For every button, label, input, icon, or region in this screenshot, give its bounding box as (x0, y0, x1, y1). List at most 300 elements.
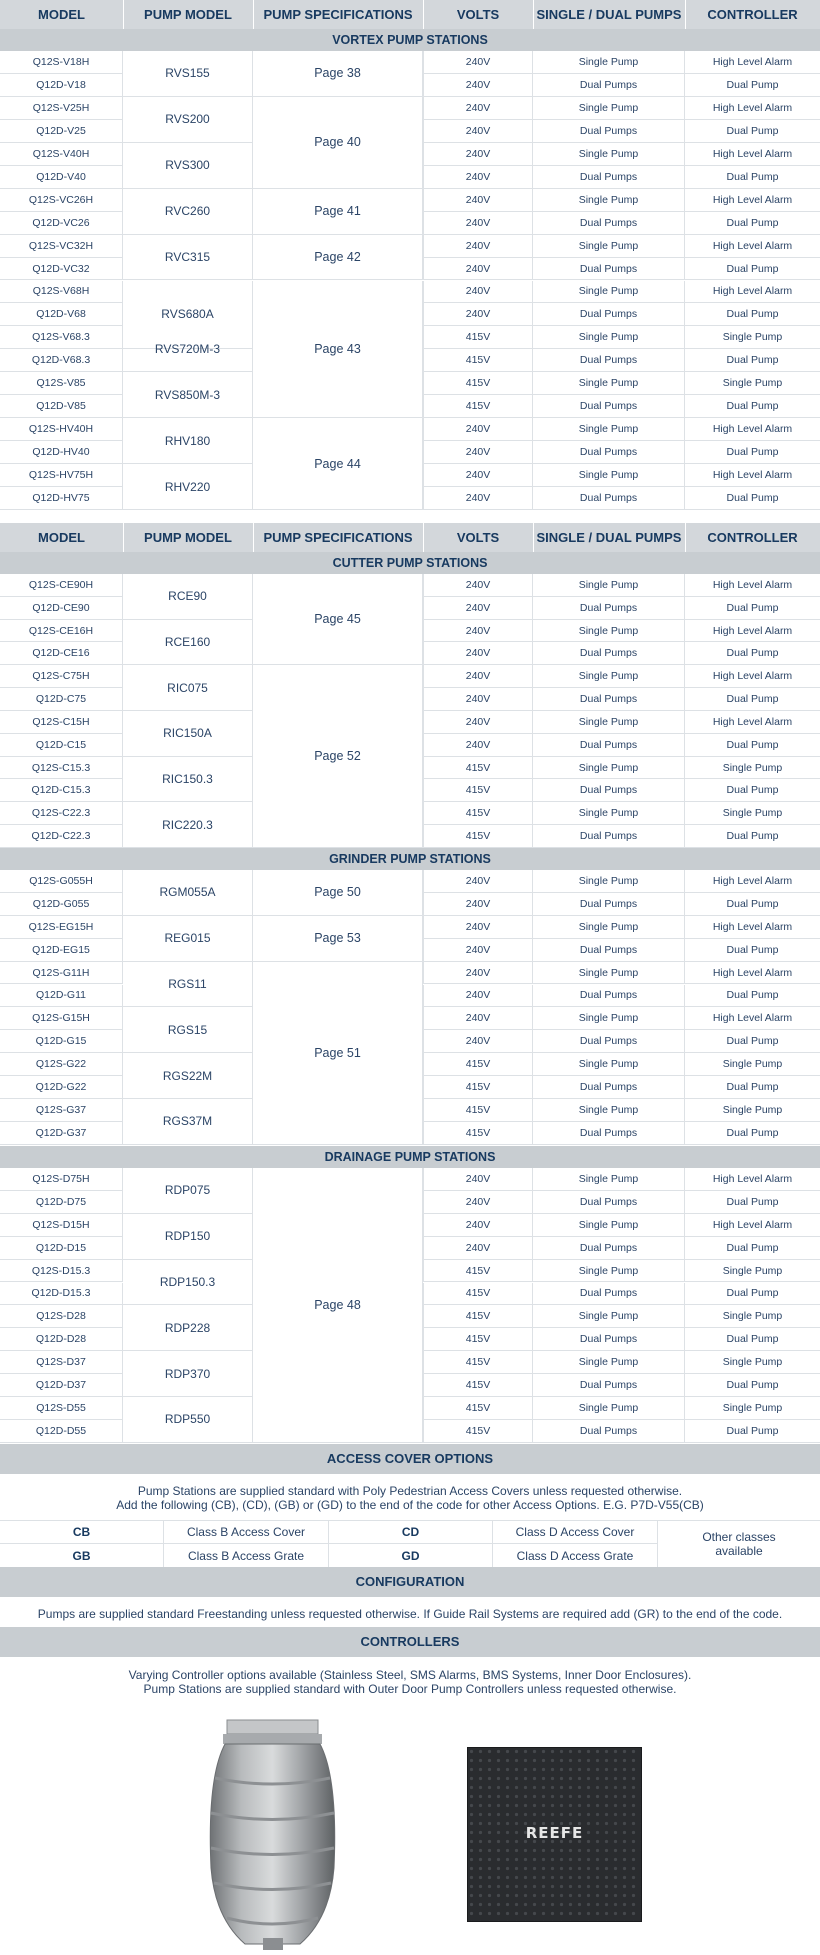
controller-cell: High Level Alarm (685, 870, 820, 893)
volts-cell: 240V (423, 120, 533, 143)
volts-cell: 240V (423, 189, 533, 212)
model-cell: Q12S-V68H (0, 281, 123, 304)
pump-model-cell: RVS720M-3 (123, 326, 253, 372)
volts-cell: 240V (423, 870, 533, 893)
single-dual-cell: Dual Pumps (533, 985, 685, 1008)
controller-cell: Dual Pump (685, 597, 820, 620)
controller-cell: High Level Alarm (685, 281, 820, 304)
model-cell: Q12S-C15H (0, 711, 123, 734)
model-cell: Q12S-VC26H (0, 189, 123, 212)
single-dual-cell: Single Pump (533, 1397, 685, 1420)
header-model: MODEL (38, 7, 85, 22)
volts-cell: 415V (423, 825, 533, 848)
model-cell: Q12D-V40 (0, 166, 123, 189)
configuration-title: CONFIGURATION (0, 1567, 820, 1597)
single-dual-cell: Dual Pumps (533, 303, 685, 326)
volts-cell: 240V (423, 235, 533, 258)
volts-cell: 240V (423, 258, 533, 281)
pump-spec-page-cell: Page 50 (253, 870, 423, 916)
volts-cell: 240V (423, 1237, 533, 1260)
controller-cell: High Level Alarm (685, 962, 820, 985)
model-cell: Q12S-G11H (0, 962, 123, 985)
model-cell: Q12S-D55 (0, 1397, 123, 1420)
single-dual-cell: Dual Pumps (533, 1122, 685, 1145)
pump-model-cell: RCE160 (123, 620, 253, 666)
header-pump-model: PUMP MODEL (144, 530, 232, 545)
volts-cell: 415V (423, 1260, 533, 1283)
header-model: MODEL (38, 530, 85, 545)
section-title-cutter: CUTTER PUMP STATIONS (0, 552, 820, 574)
single-dual-cell: Single Pump (533, 372, 685, 395)
pump-spec-page-cell: Page 38 (253, 51, 423, 97)
volts-cell: 240V (423, 143, 533, 166)
model-cell: Q12D-VC26 (0, 212, 123, 235)
pump-spec-page-cell: Page 53 (253, 916, 423, 962)
volts-cell: 240V (423, 642, 533, 665)
pump-model-cell: RIC150.3 (123, 757, 253, 803)
model-cell: Q12D-C75 (0, 688, 123, 711)
pump-model-cell: RIC220.3 (123, 802, 253, 848)
volts-cell: 415V (423, 1420, 533, 1443)
pump-spec-page-cell: Page 41 (253, 189, 423, 235)
controller-cell: Single Pump (685, 802, 820, 825)
controller-cell: High Level Alarm (685, 464, 820, 487)
pump-model-cell: RVC315 (123, 235, 253, 281)
pump-model-cell: RGS37M (123, 1099, 253, 1145)
volts-cell: 240V (423, 574, 533, 597)
single-dual-cell: Single Pump (533, 418, 685, 441)
controller-cell: High Level Alarm (685, 143, 820, 166)
volts-cell: 240V (423, 916, 533, 939)
model-cell: Q12D-EG15 (0, 939, 123, 962)
single-dual-cell: Dual Pumps (533, 441, 685, 464)
controller-cell: Dual Pump (685, 1122, 820, 1145)
model-cell: Q12D-D75 (0, 1191, 123, 1214)
volts-cell: 240V (423, 597, 533, 620)
model-cell: Q12S-G055H (0, 870, 123, 893)
controller-cell: Dual Pump (685, 349, 820, 372)
header-pump-model: PUMP MODEL (144, 7, 232, 22)
model-cell: Q12D-C15.3 (0, 779, 123, 802)
single-dual-cell: Dual Pumps (533, 779, 685, 802)
model-cell: Q12S-V25H (0, 97, 123, 120)
access-code-cb: CB (72, 1525, 91, 1539)
single-dual-cell: Dual Pumps (533, 688, 685, 711)
controller-cell: High Level Alarm (685, 711, 820, 734)
volts-cell: 240V (423, 303, 533, 326)
volts-cell: 415V (423, 349, 533, 372)
model-cell: Q12S-EG15H (0, 916, 123, 939)
single-dual-cell: Single Pump (533, 51, 685, 74)
volts-cell: 415V (423, 1099, 533, 1122)
model-cell: Q12S-V85 (0, 372, 123, 395)
volts-cell: 240V (423, 893, 533, 916)
model-cell: Q12D-V68.3 (0, 349, 123, 372)
model-cell: Q12S-G37 (0, 1099, 123, 1122)
model-cell: Q12D-C22.3 (0, 825, 123, 848)
controller-cell: Dual Pump (685, 893, 820, 916)
single-dual-cell: Dual Pumps (533, 1283, 685, 1306)
model-cell: Q12D-D28 (0, 1328, 123, 1351)
volts-cell: 240V (423, 281, 533, 304)
model-cell: Q12D-C15 (0, 734, 123, 757)
model-cell: Q12D-V18 (0, 74, 123, 97)
controller-cell: Dual Pump (685, 734, 820, 757)
single-dual-cell: Dual Pumps (533, 349, 685, 372)
single-dual-cell: Single Pump (533, 97, 685, 120)
volts-cell: 240V (423, 620, 533, 643)
model-cell: Q12S-C75H (0, 665, 123, 688)
single-dual-cell: Dual Pumps (533, 166, 685, 189)
pump-spec-page-cell: Page 40 (253, 97, 423, 189)
pump-model-cell: RVS850M-3 (123, 372, 253, 418)
volts-cell: 240V (423, 1214, 533, 1237)
single-dual-cell: Single Pump (533, 189, 685, 212)
single-dual-cell: Single Pump (533, 1305, 685, 1328)
single-dual-cell: Single Pump (533, 802, 685, 825)
controller-cell: Single Pump (685, 326, 820, 349)
pump-model-cell: RGM055A (123, 870, 253, 916)
single-dual-cell: Dual Pumps (533, 1237, 685, 1260)
volts-cell: 415V (423, 1351, 533, 1374)
model-cell: Q12S-HV40H (0, 418, 123, 441)
volts-cell: 240V (423, 418, 533, 441)
controller-cell: High Level Alarm (685, 1007, 820, 1030)
pump-spec-page-cell: Page 42 (253, 235, 423, 281)
controllers-line1: Varying Controller options available (Stainless Steel, SMS Alarms, BMS Systems, Inner Door Enclosures). (128, 1668, 692, 1682)
volts-cell: 415V (423, 1122, 533, 1145)
controller-cell: Dual Pump (685, 688, 820, 711)
volts-cell: 240V (423, 166, 533, 189)
controller-cell: High Level Alarm (685, 916, 820, 939)
controller-cell: Single Pump (685, 1397, 820, 1420)
volts-cell: 240V (423, 51, 533, 74)
volts-cell: 240V (423, 464, 533, 487)
single-dual-cell: Single Pump (533, 757, 685, 780)
access-cover-title: ACCESS COVER OPTIONS (0, 1444, 820, 1474)
model-cell: Q12S-CE16H (0, 620, 123, 643)
model-cell: Q12D-V85 (0, 395, 123, 418)
model-cell: Q12S-D75H (0, 1168, 123, 1191)
single-dual-cell: Dual Pumps (533, 212, 685, 235)
controller-cell: Single Pump (685, 1099, 820, 1122)
model-cell: Q12S-D28 (0, 1305, 123, 1328)
controller-cell: High Level Alarm (685, 574, 820, 597)
header-single-dual: SINGLE / DUAL PUMPS (536, 7, 682, 22)
controller-cell: High Level Alarm (685, 665, 820, 688)
header-controller: CONTROLLER (707, 7, 798, 22)
volts-cell: 415V (423, 779, 533, 802)
access-cover-line1: Pump Stations are supplied standard with Poly Pedestrian Access Covers unless requested otherwise. (137, 1484, 683, 1498)
single-dual-cell: Dual Pumps (533, 1420, 685, 1443)
controller-cell: Dual Pump (685, 985, 820, 1008)
model-cell: Q12D-V68 (0, 303, 123, 326)
single-dual-cell: Single Pump (533, 1053, 685, 1076)
cover-logo: REEFE (525, 1824, 584, 1842)
model-cell: Q12S-V68.3 (0, 326, 123, 349)
model-cell: Q12D-VC32 (0, 258, 123, 281)
pump-model-cell: RHV180 (123, 418, 253, 464)
single-dual-cell: Single Pump (533, 620, 685, 643)
pump-model-cell: RIC150A (123, 711, 253, 757)
pump-model-cell: RGS15 (123, 1007, 253, 1053)
access-options-grid (0, 1520, 820, 1568)
pump-model-cell: RVS200 (123, 97, 253, 143)
controller-cell: Dual Pump (685, 441, 820, 464)
pump-model-cell: RDP150 (123, 1214, 253, 1260)
model-cell: Q12S-C22.3 (0, 802, 123, 825)
volts-cell: 240V (423, 985, 533, 1008)
controller-cell: Dual Pump (685, 120, 820, 143)
header-pump-specifications: PUMP SPECIFICATIONS (263, 7, 413, 22)
single-dual-cell: Dual Pumps (533, 597, 685, 620)
single-dual-cell: Single Pump (533, 1168, 685, 1191)
single-dual-cell: Dual Pumps (533, 487, 685, 510)
access-desc-cb: Class B Access Cover (186, 1525, 306, 1539)
volts-cell: 240V (423, 212, 533, 235)
model-cell: Q12S-V18H (0, 51, 123, 74)
controller-cell: Dual Pump (685, 487, 820, 510)
volts-cell: 240V (423, 665, 533, 688)
volts-cell: 240V (423, 1007, 533, 1030)
section-title-grinder: GRINDER PUMP STATIONS (0, 848, 820, 870)
volts-cell: 240V (423, 734, 533, 757)
controller-cell: High Level Alarm (685, 418, 820, 441)
configuration-text: Pumps are supplied standard Freestanding unless requested otherwise. If Guide Rail Systems are required add (GR) to the end of the code. (37, 1607, 783, 1621)
single-dual-cell: Dual Pumps (533, 1191, 685, 1214)
controller-cell: High Level Alarm (685, 235, 820, 258)
controller-cell: Single Pump (685, 1053, 820, 1076)
single-dual-cell: Single Pump (533, 1214, 685, 1237)
pump-model-cell: RVC260 (123, 189, 253, 235)
volts-cell: 240V (423, 711, 533, 734)
model-cell: Q12S-G15H (0, 1007, 123, 1030)
pump-spec-page-cell: Page 44 (253, 418, 423, 510)
volts-cell: 240V (423, 1191, 533, 1214)
controller-cell: Dual Pump (685, 212, 820, 235)
access-other-classes: Other classes available (702, 1530, 776, 1558)
pump-model-cell: RGS22M (123, 1053, 253, 1099)
single-dual-cell: Single Pump (533, 574, 685, 597)
single-dual-cell: Single Pump (533, 281, 685, 304)
single-dual-cell: Dual Pumps (533, 1076, 685, 1099)
section-title-vortex: VORTEX PUMP STATIONS (0, 29, 820, 51)
section-title-drainage: DRAINAGE PUMP STATIONS (0, 1146, 820, 1168)
volts-cell: 415V (423, 1283, 533, 1306)
header-controller: CONTROLLER (707, 530, 798, 545)
model-cell: Q12S-CE90H (0, 574, 123, 597)
controller-cell: Dual Pump (685, 395, 820, 418)
volts-cell: 415V (423, 1053, 533, 1076)
access-desc-cd: Class D Access Cover (515, 1525, 635, 1539)
pump-model-cell: RIC075 (123, 665, 253, 711)
pump-model-cell: RDP150.3 (123, 1260, 253, 1306)
access-cover-line2: Add the following (CB), (CD), (GB) or (GD) to the end of the code for other Access Options. E.G. P7D-V55(CB) (116, 1498, 704, 1512)
volts-cell: 240V (423, 74, 533, 97)
controller-cell: High Level Alarm (685, 189, 820, 212)
volts-cell: 240V (423, 441, 533, 464)
table-header-vortex (0, 0, 820, 29)
controller-cell: Dual Pump (685, 1191, 820, 1214)
volts-cell: 240V (423, 1030, 533, 1053)
volts-cell: 240V (423, 97, 533, 120)
controller-cell: Dual Pump (685, 1420, 820, 1443)
controller-cell: Single Pump (685, 1351, 820, 1374)
controller-cell: Dual Pump (685, 779, 820, 802)
single-dual-cell: Single Pump (533, 1351, 685, 1374)
header-volts: VOLTS (456, 530, 500, 545)
controller-cell: Dual Pump (685, 642, 820, 665)
volts-cell: 415V (423, 757, 533, 780)
controller-cell: Dual Pump (685, 1237, 820, 1260)
model-cell: Q12S-D15.3 (0, 1260, 123, 1283)
single-dual-cell: Dual Pumps (533, 642, 685, 665)
controller-cell: High Level Alarm (685, 620, 820, 643)
model-cell: Q12S-C15.3 (0, 757, 123, 780)
model-cell: Q12S-D15H (0, 1214, 123, 1237)
controllers-line2: Pump Stations are supplied standard with Outer Door Pump Controllers unless requested otherwise. (143, 1682, 677, 1696)
single-dual-cell: Single Pump (533, 143, 685, 166)
single-dual-cell: Dual Pumps (533, 734, 685, 757)
controller-cell: Dual Pump (685, 1283, 820, 1306)
access-code-gd: GD (401, 1548, 420, 1563)
model-cell: Q12D-CE16 (0, 642, 123, 665)
model-cell: Q12D-D15 (0, 1237, 123, 1260)
pump-model-cell: RGS11 (123, 962, 253, 1008)
pump-spec-page-cell: Page 45 (253, 574, 423, 665)
volts-cell: 240V (423, 939, 533, 962)
volts-cell: 240V (423, 962, 533, 985)
controller-cell: Dual Pump (685, 939, 820, 962)
model-cell: Q12D-G22 (0, 1076, 123, 1099)
single-dual-cell: Single Pump (533, 962, 685, 985)
single-dual-cell: Dual Pumps (533, 120, 685, 143)
access-cover-image (467, 1747, 642, 1922)
pump-model-cell: RVS155 (123, 51, 253, 97)
pump-model-cell: RDP370 (123, 1351, 253, 1397)
volts-cell: 415V (423, 1076, 533, 1099)
controller-cell: Dual Pump (685, 303, 820, 326)
volts-cell: 415V (423, 1305, 533, 1328)
header-single-dual: SINGLE / DUAL PUMPS (536, 530, 682, 545)
single-dual-cell: Dual Pumps (533, 1374, 685, 1397)
controller-cell: Single Pump (685, 1260, 820, 1283)
single-dual-cell: Dual Pumps (533, 1030, 685, 1053)
controller-cell: Single Pump (685, 372, 820, 395)
single-dual-cell: Dual Pumps (533, 939, 685, 962)
controllers-title: CONTROLLERS (0, 1627, 820, 1657)
volts-cell: 240V (423, 688, 533, 711)
pump-spec-page-cell: Page 52 (253, 665, 423, 848)
model-cell: Q12S-G22 (0, 1053, 123, 1076)
pump-model-cell: RDP550 (123, 1397, 253, 1443)
volts-cell: 415V (423, 326, 533, 349)
single-dual-cell: Single Pump (533, 235, 685, 258)
model-cell: Q12S-D37 (0, 1351, 123, 1374)
pump-model-cell: REG015 (123, 916, 253, 962)
single-dual-cell: Dual Pumps (533, 258, 685, 281)
pump-model-cell: RCE90 (123, 574, 253, 620)
single-dual-cell: Single Pump (533, 464, 685, 487)
volts-cell: 415V (423, 372, 533, 395)
access-desc-gb: Class B Access Grate (187, 1548, 305, 1563)
single-dual-cell: Single Pump (533, 870, 685, 893)
volts-cell: 240V (423, 1168, 533, 1191)
single-dual-cell: Dual Pumps (533, 395, 685, 418)
single-dual-cell: Single Pump (533, 1007, 685, 1030)
volts-cell: 415V (423, 395, 533, 418)
model-cell: Q12D-CE90 (0, 597, 123, 620)
volts-cell: 415V (423, 1397, 533, 1420)
controller-cell: Dual Pump (685, 1076, 820, 1099)
table-header-cutter (0, 523, 820, 552)
single-dual-cell: Single Pump (533, 665, 685, 688)
controller-cell: Single Pump (685, 1305, 820, 1328)
volts-cell: 240V (423, 487, 533, 510)
volts-cell: 415V (423, 1374, 533, 1397)
controller-cell: Dual Pump (685, 74, 820, 97)
model-cell: Q12D-D55 (0, 1420, 123, 1443)
controller-cell: Dual Pump (685, 258, 820, 281)
model-cell: Q12D-G11 (0, 985, 123, 1008)
model-cell: Q12D-G055 (0, 893, 123, 916)
controller-cell: Dual Pump (685, 1328, 820, 1351)
model-cell: Q12S-HV75H (0, 464, 123, 487)
model-cell: Q12S-VC32H (0, 235, 123, 258)
controller-cell: Dual Pump (685, 1374, 820, 1397)
single-dual-cell: Dual Pumps (533, 74, 685, 97)
single-dual-cell: Single Pump (533, 711, 685, 734)
controller-cell: Single Pump (685, 757, 820, 780)
controller-cell: Dual Pump (685, 1030, 820, 1053)
model-cell: Q12D-D15.3 (0, 1283, 123, 1306)
controller-cell: High Level Alarm (685, 1214, 820, 1237)
model-cell: Q12D-HV40 (0, 441, 123, 464)
single-dual-cell: Dual Pumps (533, 893, 685, 916)
model-cell: Q12D-G15 (0, 1030, 123, 1053)
access-code-gb: GB (72, 1548, 91, 1563)
pump-model-cell: RVS680A (123, 281, 253, 350)
model-cell: Q12D-HV75 (0, 487, 123, 510)
model-cell: Q12S-V40H (0, 143, 123, 166)
pump-spec-page-cell: Page 48 (253, 1168, 423, 1443)
access-code-cd: CD (401, 1525, 420, 1539)
pump-spec-page-cell: Page 51 (253, 962, 423, 1145)
header-pump-specifications: PUMP SPECIFICATIONS (263, 530, 413, 545)
volts-cell: 415V (423, 1328, 533, 1351)
pump-station-tank-image (205, 1718, 340, 1950)
controller-cell: High Level Alarm (685, 51, 820, 74)
access-desc-gd: Class D Access Grate (516, 1548, 634, 1563)
controller-cell: High Level Alarm (685, 97, 820, 120)
header-volts: VOLTS (456, 7, 500, 22)
pump-model-cell: RDP228 (123, 1305, 253, 1351)
model-cell: Q12D-V25 (0, 120, 123, 143)
controller-cell: High Level Alarm (685, 1168, 820, 1191)
pump-model-cell: RVS300 (123, 143, 253, 189)
controller-cell: Dual Pump (685, 825, 820, 848)
pump-model-cell: RHV220 (123, 464, 253, 510)
volts-cell: 415V (423, 802, 533, 825)
model-cell: Q12D-D37 (0, 1374, 123, 1397)
model-cell: Q12D-G37 (0, 1122, 123, 1145)
pump-model-cell: RDP075 (123, 1168, 253, 1214)
single-dual-cell: Single Pump (533, 326, 685, 349)
single-dual-cell: Single Pump (533, 1099, 685, 1122)
single-dual-cell: Single Pump (533, 916, 685, 939)
single-dual-cell: Single Pump (533, 1260, 685, 1283)
pump-spec-page-cell: Page 43 (253, 281, 423, 419)
